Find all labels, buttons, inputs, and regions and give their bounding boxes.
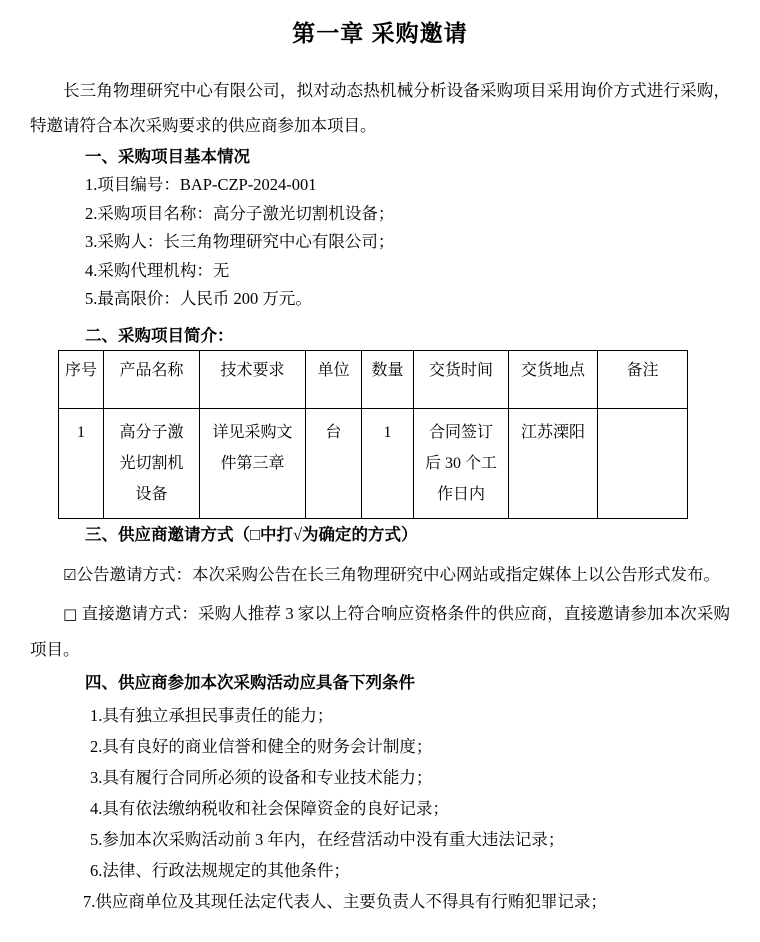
checked-checkbox-icon: ☑	[63, 565, 77, 584]
list-item: 5.参加本次采购活动前 3 年内，在经营活动中没有重大违法记录；	[90, 829, 565, 849]
table-header-cell: 数量	[362, 350, 414, 408]
table-cell: 台	[306, 408, 362, 518]
section3-heading-note: （□中打√为确定的方式）	[233, 524, 418, 544]
table-header-cell: 技术要求	[200, 350, 306, 408]
table-header-cell: 单位	[306, 350, 362, 408]
table-cell	[598, 408, 688, 518]
section1-item-list	[30, 171, 730, 314]
table-header-cell: 序号	[59, 350, 104, 408]
list-item: 3.采购人：长三角物理研究中心有限公司；	[85, 232, 395, 251]
table-row	[59, 408, 688, 518]
procurement-items-table	[58, 350, 688, 519]
section3-heading	[85, 521, 730, 549]
table-cell: 高分子激光切割机设备	[104, 408, 200, 518]
table-cell: 1	[59, 408, 104, 518]
table-header-cell: 产品名称	[104, 350, 200, 408]
list-item: 6.法律、行政法规规定的其他条件；	[90, 860, 350, 880]
list-item: 7.供应商单位及其现任法定代表人、主要负责人不得具有行贿犯罪记录；	[83, 891, 607, 911]
table-header-cell: 交货地点	[509, 350, 598, 408]
list-item: 1.具有独立承担民事责任的能力；	[90, 705, 334, 725]
section4-heading: 四、供应商参加本次采购活动应具备下列条件	[85, 673, 415, 692]
unchecked-checkbox-icon: □	[63, 604, 78, 623]
list-item: 1.项目编号：BAP-CZP-2024-001	[85, 175, 317, 194]
table-header-cell: 备注	[598, 350, 688, 408]
section4-item-list	[30, 700, 730, 917]
table-cell: 江苏溧阳	[509, 408, 598, 518]
section3-heading-main: 三、供应商邀请方式	[85, 525, 234, 544]
table-cell: 详见采购文件第三章	[200, 408, 306, 518]
list-item: 2.具有良好的商业信誉和健全的财务会计制度；	[90, 736, 433, 756]
invitation-option-public	[30, 557, 730, 593]
intro-paragraph: 长三角物理研究中心有限公司，拟对动态热机械分析设备采购项目采用询价方式进行采购，特邀请符合本次采购要求的供应商参加本项目。	[30, 81, 730, 135]
list-item: 3.具有履行合同所必须的设备和专业技术能力；	[90, 767, 433, 787]
section2-heading: 二、采购项目简介：	[85, 326, 234, 345]
list-item: 4.具有依法缴纳税收和社会保障资金的良好记录；	[90, 798, 449, 818]
invitation-option-public-text: 公告邀请方式：本次采购公告在长三角物理研究中心网站或指定媒体上以公告形式发布。	[76, 564, 720, 584]
list-item: 5.最高限价：人民币 200 万元。	[85, 289, 312, 308]
invitation-option-direct-text: 直接邀请方式：采购人推荐 3 家以上符合响应资格条件的供应商，直接邀请参加本次采购项目。	[30, 603, 730, 659]
table-cell: 1	[362, 408, 414, 518]
page-title: 第一章 采购邀请	[292, 20, 468, 46]
invitation-option-direct	[30, 596, 730, 668]
table-header-cell: 交货时间	[414, 350, 509, 408]
section1-heading: 一、采购项目基本情况	[85, 148, 250, 166]
table-header-row	[59, 350, 688, 408]
table-cell: 合同签订后 30 个工作日内	[414, 408, 509, 518]
list-item: 4.采购代理机构：无	[85, 260, 230, 280]
list-item: 2.采购项目名称：高分子激光切割机设备；	[85, 203, 395, 223]
